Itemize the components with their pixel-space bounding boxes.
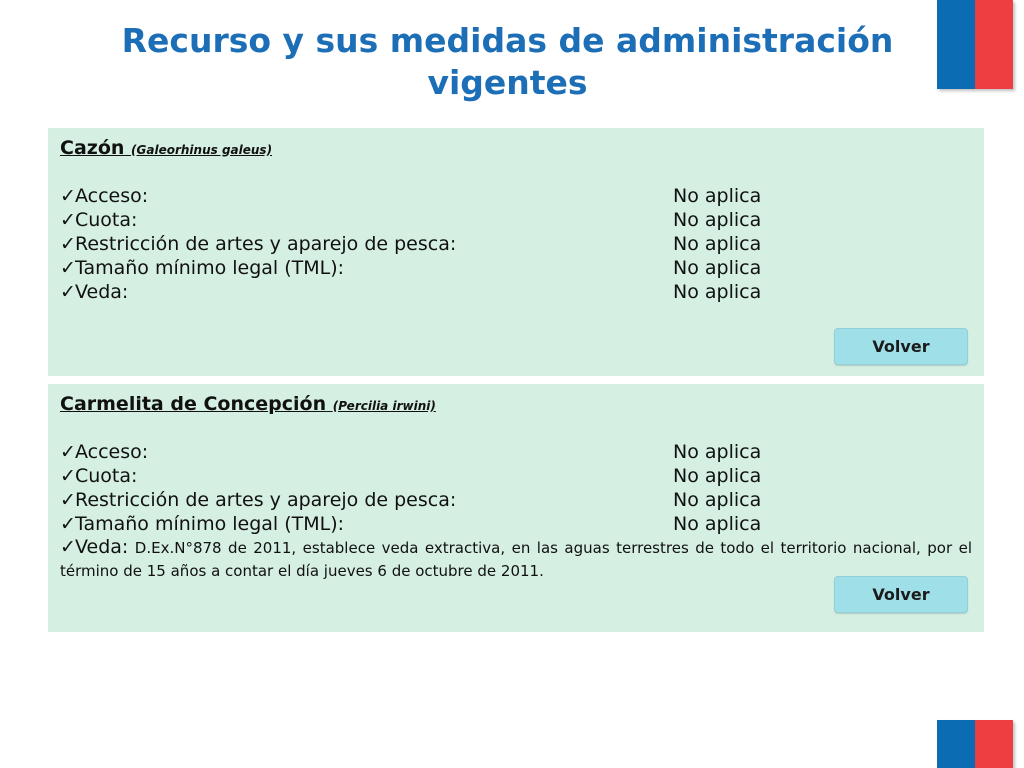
measure-label: Restricción de artes y aparejo de pesca:	[75, 233, 457, 255]
measure-item	[60, 184, 972, 208]
measure-value: No aplica	[673, 209, 762, 231]
check-icon: ✓	[60, 513, 76, 535]
measure-label: Veda:	[75, 536, 129, 558]
measure-item	[60, 256, 972, 280]
measure-item	[60, 488, 972, 512]
veda-description: D.Ex.N°878 de 2011, establece veda extractiva, en las aguas terrestres de todo el territorio nacional, por el término de 15 años a contar el día jueves 6 de octubre de 2011.	[60, 539, 972, 580]
measure-item	[60, 208, 972, 232]
flag-logo-bottom	[937, 720, 1013, 768]
check-icon: ✓	[60, 233, 76, 255]
measure-label: Tamaño mínimo legal (TML):	[75, 257, 345, 279]
check-icon: ✓	[60, 465, 76, 487]
measure-item	[60, 512, 972, 536]
species-panel-cazon	[48, 128, 984, 376]
flag-red-stripe	[975, 0, 1013, 89]
check-icon: ✓	[60, 257, 76, 279]
measure-item	[60, 440, 972, 464]
check-icon: ✓	[60, 209, 76, 231]
measure-label: Veda:	[75, 281, 129, 303]
measure-item	[60, 232, 972, 256]
species-scientific-name: (Galeorhinus galeus)	[131, 143, 273, 157]
species-heading	[60, 136, 972, 162]
measure-value: No aplica	[673, 257, 762, 279]
measure-value: No aplica	[673, 185, 762, 207]
species-scientific-name: (Percilia irwini)	[332, 399, 436, 413]
measure-label: Acceso:	[75, 185, 149, 207]
measure-item	[60, 280, 972, 304]
flag-red-stripe	[975, 720, 1013, 768]
measure-label: Restricción de artes y aparejo de pesca:	[75, 489, 457, 511]
species-name: Carmelita de Concepción	[60, 393, 327, 415]
measure-label: Cuota:	[75, 465, 138, 487]
volver-button[interactable]: Volver	[834, 576, 968, 613]
measure-value: No aplica	[673, 233, 762, 255]
measure-label: Tamaño mínimo legal (TML):	[75, 513, 345, 535]
measures-list	[60, 440, 972, 583]
measures-list	[60, 184, 972, 304]
measure-value: No aplica	[673, 441, 762, 463]
flag-blue-stripe	[937, 0, 975, 89]
measure-value: No aplica	[673, 513, 762, 535]
species-heading	[60, 392, 972, 418]
measure-item	[60, 464, 972, 488]
page-title: Recurso y sus medidas de administración vigentes	[121, 21, 894, 102]
volver-button[interactable]: Volver	[834, 328, 968, 365]
flag-blue-stripe	[937, 720, 975, 768]
measure-value: No aplica	[673, 465, 762, 487]
measure-label: Acceso:	[75, 441, 149, 463]
measure-value: No aplica	[673, 489, 762, 511]
check-icon: ✓	[60, 281, 76, 303]
check-icon: ✓	[60, 489, 76, 511]
species-panel-carmelita	[48, 384, 984, 632]
check-icon: ✓	[60, 441, 76, 463]
check-icon: ✓	[60, 536, 76, 558]
species-name: Cazón	[60, 137, 125, 159]
measure-label: Cuota:	[75, 209, 138, 231]
flag-logo-top	[937, 0, 1013, 89]
check-icon: ✓	[60, 185, 76, 207]
measure-value: No aplica	[673, 281, 762, 303]
